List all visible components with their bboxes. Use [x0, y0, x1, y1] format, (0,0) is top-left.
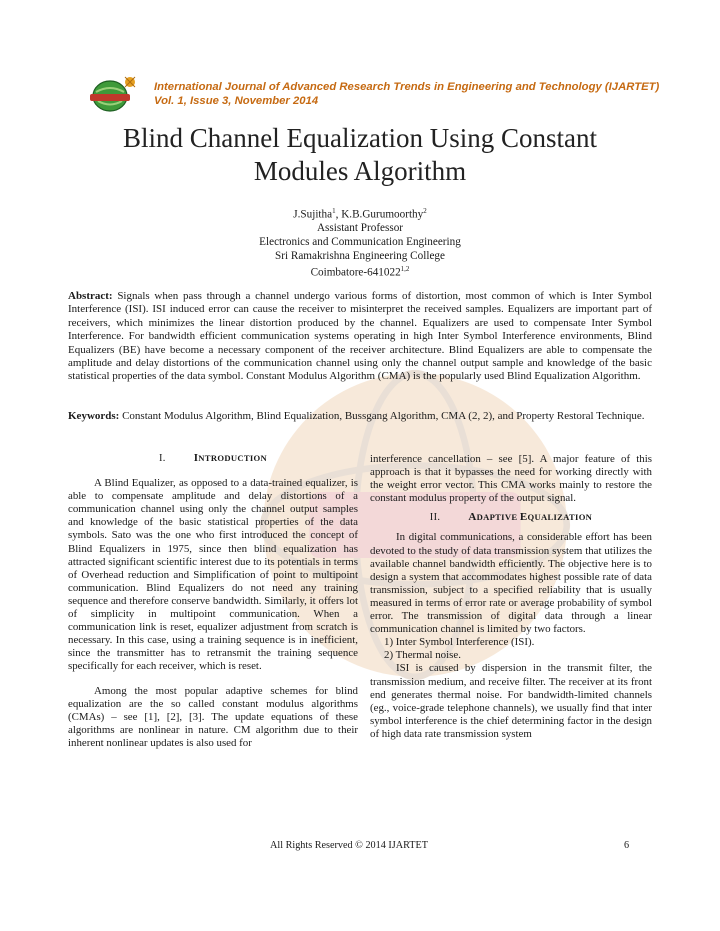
section-heading-introduction: [68, 452, 358, 466]
section-initial: I: [193, 452, 199, 464]
copyright-notice: All Rights Reserved © 2014 IJARTET: [270, 840, 428, 851]
author-separator: ,: [335, 208, 342, 221]
list-item: 2) Thermal noise.: [384, 649, 461, 662]
right-column: [370, 453, 652, 741]
author-location-mark: 1,2: [400, 265, 410, 274]
author-names: [160, 205, 560, 222]
author-name-2: K.B.Gurumoorthy: [341, 208, 424, 221]
section-title-rest: QUALIZATION: [527, 512, 593, 523]
author-position: Assistant Professor: [316, 222, 404, 235]
keywords-text: Constant Modulus Algorithm, Blind Equalization, Bussgang Algorithm, CMA (2, 2), and Property Restoral Technique.: [119, 410, 645, 422]
section-initial: A: [468, 511, 477, 524]
abstract-text: Signals when pass through a channel undergo various forms of distortion, most common of which is Inter Symbol Interference (ISI). ISI induced error can cause the receiver to misinterpret the received samples. Equalizers are important part of receivers, which minimizes the linear distortion produced by the channel. Equalizers are used to compensate Inter Symbol Interference. For bandwidth efficient communication systems operating in high Inter Symbol Interference environments, Blind Equalizers (BE) have become a necessary component of the receiver architecture. Blind Equalizers are able to compensate the amplitude and delay distortions of the communication channel using only the channel output sample and knowledge of the basic statistical properties of the data symbol. Constant Modulus Algorithm (CMA) is the popularly used Blind Equalization Algorithm.: [68, 290, 652, 383]
author-affil-mark-1: 1: [332, 207, 336, 215]
journal-name: International Journal of Advanced Research Trends in Engineering and Technology (IJARTET): [154, 81, 660, 93]
abstract: [68, 290, 652, 384]
left-column: [68, 452, 358, 750]
section-title-rest: NTRODUCTION: [198, 453, 268, 463]
list-item: 1) Inter Symbol Interference (ISI).: [384, 636, 535, 649]
paper-title-line2: Modules Algorithm: [253, 156, 467, 186]
abstract-label: Abstract:: [68, 290, 113, 302]
paragraph: In digital communications, a considerable effort has been devoted to the study of data transmission system that utilizes the available channel bandwidth efficiently. The objective here is to design a system that accommodates highest possible rate of data transmission, subject to a specified reliability that is usually measured in terms of error rate or average probability of symbol error. The transmission of digital data through a linear communication channel is limited by two factors.: [370, 531, 652, 636]
author-college: Sri Ramakrishna Engineering College: [275, 249, 445, 262]
paragraph: Among the most popular adaptive schemes for blind equalization are the so called constant modulus algorithms (CMAs) – see [1], [2], [3]. The update equations of these algorithms are nonlinear in nature. CM algorithm due to their inherent nonlinear updates is also used for: [68, 684, 358, 749]
journal-issue: Vol. 1, Issue 3, November 2014: [154, 95, 319, 107]
author-name-1: J.Sujitha: [293, 208, 333, 221]
author-affil-mark-2: 2: [423, 207, 427, 215]
section-heading-adaptive-equalization: [370, 511, 652, 525]
paper-title: [60, 122, 660, 188]
paragraph: interference cancellation – see [5]. A major feature of this approach is that it bypasses the need for working directly with the weight error vector. This CMA works mainly to restore the constant modulus property of the output signal.: [370, 453, 652, 505]
section-number: I.: [158, 453, 166, 464]
author-city: Coimbatore-641022: [310, 266, 401, 279]
page-number: 6: [624, 840, 630, 851]
journal-header: [154, 80, 659, 108]
section-number: II.: [429, 512, 441, 524]
journal-logo-icon: [86, 68, 142, 116]
paragraph: A Blind Equalizer, as opposed to a data-trained equalizer, is able to compensate amplitude and delay distortions of a communication channel using only the channel output samples and knowledge of the basic statistical properties of the data symbols. Sato was the one who first introduced the concept of Blind Equalizers in 1975, since then blind equalization has attracted significant scientific interest due to its potentials in terms of Overhead reduction and Simplification of point to multipoint communication. Blind Equalizers do not need any training sequence and therefore conserve bandwidth. Similarly, it offers lot of simplicity in multipoint communication. When a communication link is reset, equalizer adjustment from scratch is necessary. In this case, using a training sequence is in inefficient, since the transmitter has to retransmit the training sequence specifically for each receiver, which is reset.: [68, 477, 358, 673]
author-block: [160, 205, 560, 280]
paragraph: ISI is caused by dispersion in the transmit filter, the transmission medium, and receive filter. The receiver at its front end generates thermal noise. For bandwidth-limited channels (eg., voice-grade telephone channels), we usually find that inter symbol interference is the chief determining factor in the design of high data rate transmission system: [370, 662, 652, 740]
author-location: [160, 263, 560, 280]
paper-title-line1: Blind Channel Equalization Using Constant: [123, 123, 597, 153]
section-title-rest: DAPTIVE: [476, 512, 520, 523]
section-initial: E: [519, 511, 528, 524]
keywords-label: Keywords:: [68, 410, 120, 422]
keywords: [68, 410, 652, 423]
author-department: Electronics and Communication Engineering: [259, 235, 461, 248]
